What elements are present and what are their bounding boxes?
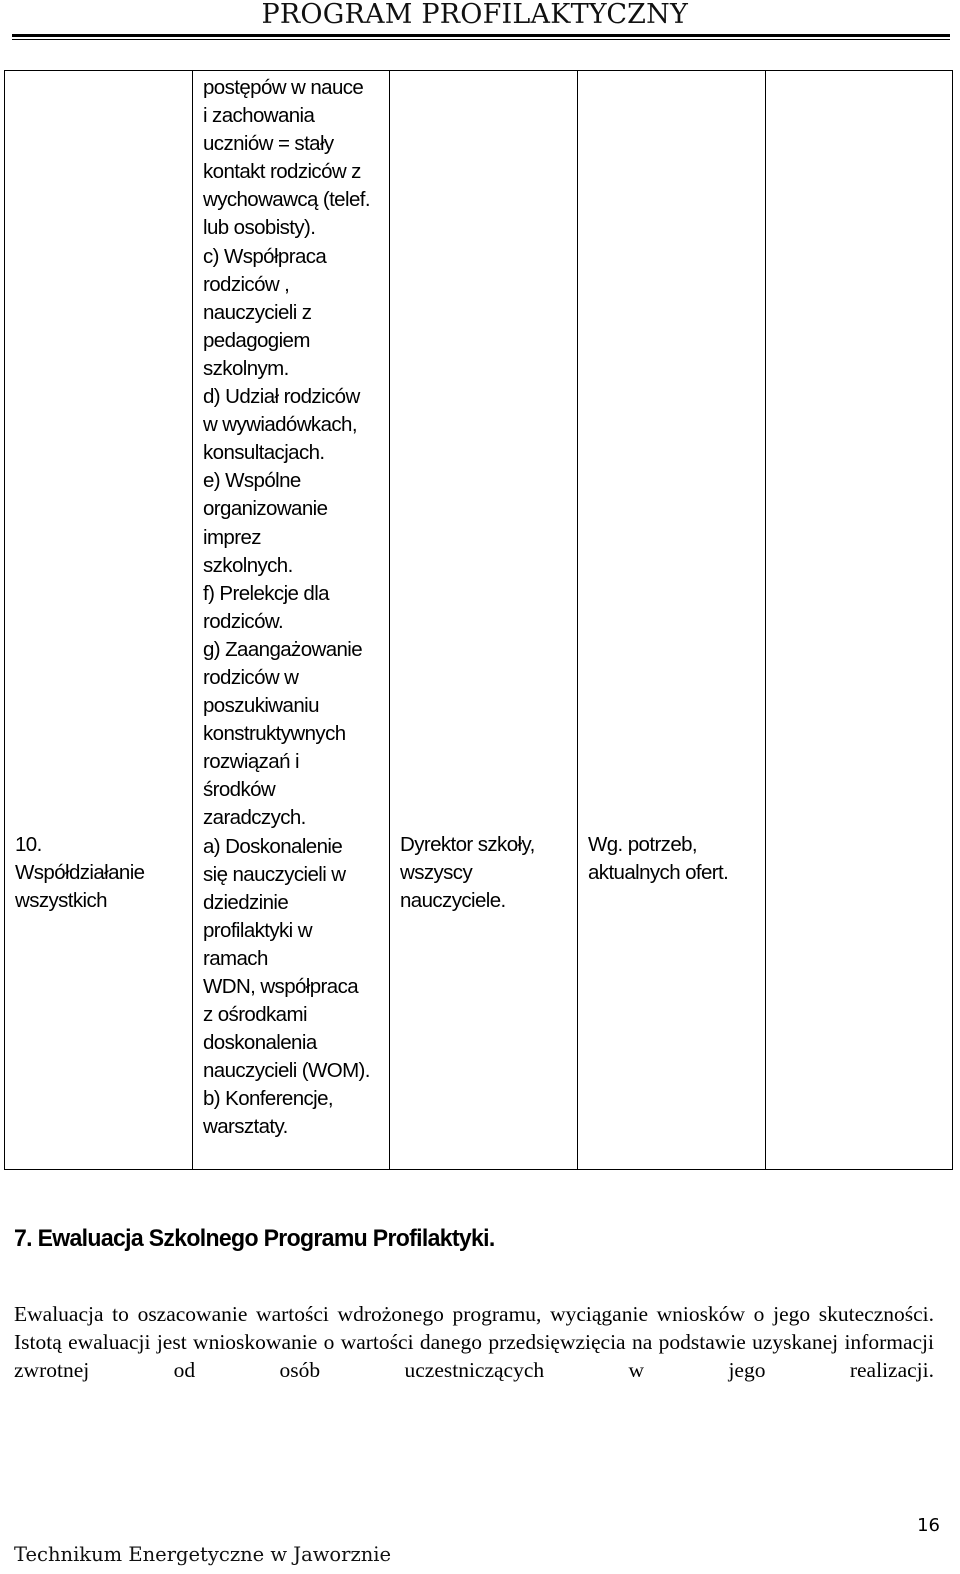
header-rule-thin (12, 39, 950, 40)
deadline-cell (578, 71, 766, 1170)
page-header-title: PROGRAM PROFILAKTYCZNY (261, 0, 688, 30)
section-paragraph: Ewaluacja to oszacowanie wartości wdrożonego programu, wyciąganie wniosków o jego skuteczności. Istotą ewaluacji jest wnioskowanie o wartości danego przedsięwzięcia na podstawie uzyskanej informacji zwrotnej od osób uczestniczących w jego realizacji. (14, 1302, 934, 1383)
program-table (4, 70, 953, 1170)
task-description-cell (193, 71, 390, 1170)
footer-school-name: Technikum Energetyczne w Jaworznie (14, 1543, 392, 1566)
responsible-cell (390, 71, 578, 1170)
task-number-label: 10. Współdziałanie wszystkich (15, 833, 145, 913)
responsible-text: Dyrektor szkoły, wszyscy nauczyciele. (400, 833, 535, 913)
notes-cell (766, 71, 953, 1170)
section-heading: 7. Ewaluacja Szkolnego Programu Profilaktyki. (14, 1225, 495, 1252)
task-description-continued: postępów w nauce i zachowania uczniów = stały kontakt rodziców z wychowawcą (telef. lub osobisty). c) Współpraca rodziców , nauczycieli z pedagogiem szkolnym. d) Udział rodziców w wywiadówkach, konsultacjach. e) Wspólne organizowanie imprez szkolnych. f) Prelekcje dla rodziców. g) Zaangażowanie rodziców w poszukiwaniu konstruktywnych rozwiązań i środków zaradczych. (203, 76, 370, 830)
header-rule-thick (12, 34, 950, 37)
deadline-text: Wg. potrzeb, aktualnych ofert. (588, 833, 729, 885)
task-description-new: a) Doskonalenie się nauczycieli w dziedzinie profilaktyki w ramach WDN, współpraca z ośrodkami doskonalenia nauczycieli (WOM). b) Konferencje, warsztaty. (203, 834, 370, 1139)
table-row (5, 71, 953, 1170)
page-number: 16 (917, 1515, 940, 1536)
task-number-cell (5, 71, 193, 1170)
